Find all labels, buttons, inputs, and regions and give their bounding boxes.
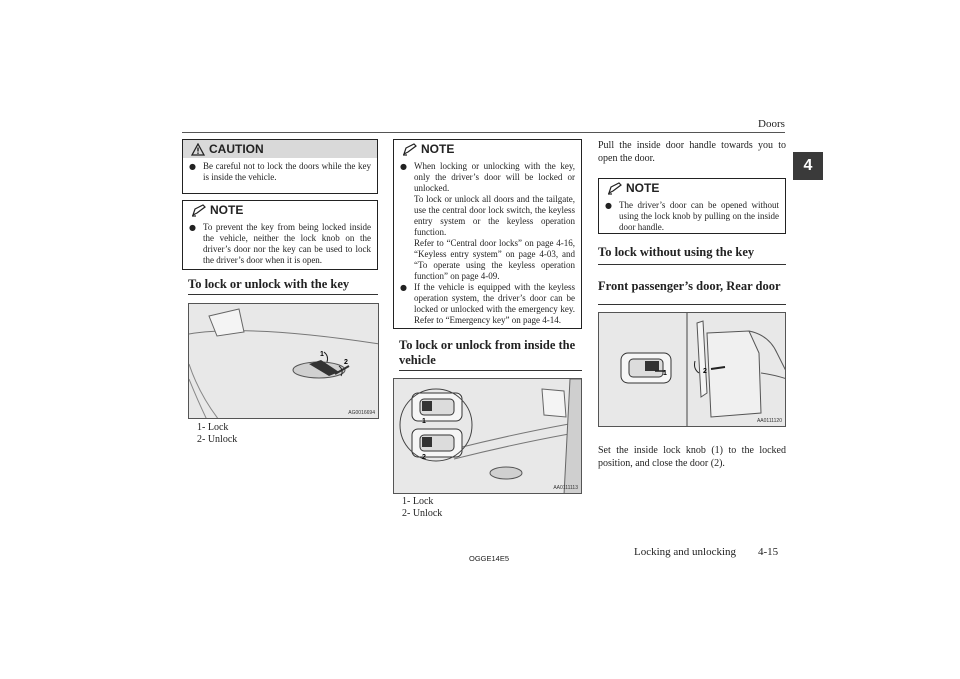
legend-item: 2- Unlock [402, 508, 443, 519]
callout-2: 2 [422, 454, 426, 461]
caution-title: CAUTION [209, 142, 264, 156]
note-pen-icon [191, 204, 207, 217]
chapter-tab: 4 [793, 152, 823, 180]
legend-item: 1- Lock [402, 496, 434, 507]
footer-section: Locking and unlocking [634, 546, 737, 558]
note-box [393, 139, 582, 329]
warning-triangle-icon [191, 143, 205, 156]
bullet-icon: ● [189, 223, 196, 232]
intro-paragraph: Pull the inside door handle towards you to open the door. [598, 140, 786, 164]
note-header [394, 140, 581, 158]
note-item: ● To prevent the key from being locked inside the vehicle, neither the lock knob on the driver’s door nor the key can be used to lock the driver’s door when it is open. [189, 222, 371, 265]
heading-rule [598, 264, 786, 265]
subsection-heading: Front passenger’s door, Rear door [598, 279, 781, 293]
section-heading: To lock or unlock with the key [188, 277, 350, 291]
door-key-illustration [189, 304, 379, 419]
note-title: NOTE [626, 181, 660, 195]
note-item: ● When locking or unlocking with the key, only the driver’s door will be locked or unlocked. To lock or unlock all doors and the tailgate, use the central door lock switch, the keyless entry system or the keyless operation function. Refer to “Central door locks” on page 4-16, “Keyless entry system” on page 4-03, and “To operate using the keyless operation function” on page 4-09. [400, 161, 575, 281]
section-heading: To lock without using the key [598, 245, 755, 259]
note-box [598, 178, 786, 234]
callout-2: 2 [344, 359, 348, 366]
section-heading: To lock or unlock from inside the vehicle [399, 338, 576, 367]
heading-rule [399, 370, 582, 371]
instruction-paragraph: Set the inside lock knob (1) to the locked position, and close the door (2). [598, 445, 786, 469]
figure-code: AG0016694 [348, 410, 375, 416]
page-number: 4-15 [758, 546, 779, 558]
section-title: Doors [758, 118, 785, 130]
callout-1: 1 [422, 418, 426, 425]
caution-header [183, 140, 377, 158]
figure-code: AA0111113 [553, 485, 578, 491]
document-code: OGGE14E5 [469, 554, 510, 563]
callout-1: 1 [320, 351, 324, 358]
note-title: NOTE [421, 142, 455, 156]
header-rule [182, 132, 785, 133]
callout-1: 1 [663, 370, 667, 377]
heading-rule [188, 294, 378, 295]
bullet-icon: ● [605, 201, 612, 210]
callout-2: 2 [703, 368, 707, 375]
figure-door-key [188, 303, 379, 419]
note-pen-icon [402, 143, 418, 156]
figure-inside-lock [393, 378, 582, 494]
bullet-icon: ● [189, 162, 196, 171]
legend-item: 1- Lock [197, 422, 229, 433]
heading-rule [598, 304, 786, 305]
note-header [183, 201, 377, 219]
figure-passenger-door [598, 312, 786, 427]
figure-code: AA0111120 [756, 418, 782, 424]
caution-box [182, 139, 378, 194]
caution-item: ● Be careful not to lock the doors while the key is inside the vehicle. [189, 161, 371, 182]
note-title: NOTE [210, 203, 244, 217]
inside-lock-illustration [394, 379, 582, 494]
passenger-door-illustration [599, 313, 786, 427]
legend-item: 2- Unlock [197, 434, 238, 445]
bullet-icon: ● [400, 283, 407, 292]
note-pen-icon [607, 182, 623, 195]
bullet-icon: ● [400, 162, 407, 171]
note-item: ● If the vehicle is equipped with the keyless operation system, the driver’s door can be locked or unlocked with the emergency key. Refer to “Emergency key” on page 4-14. [400, 282, 575, 325]
note-header [599, 179, 785, 197]
note-item: ● The driver’s door can be opened without using the lock knob by pulling on the inside door handle. [605, 200, 779, 232]
note-box [182, 200, 378, 270]
